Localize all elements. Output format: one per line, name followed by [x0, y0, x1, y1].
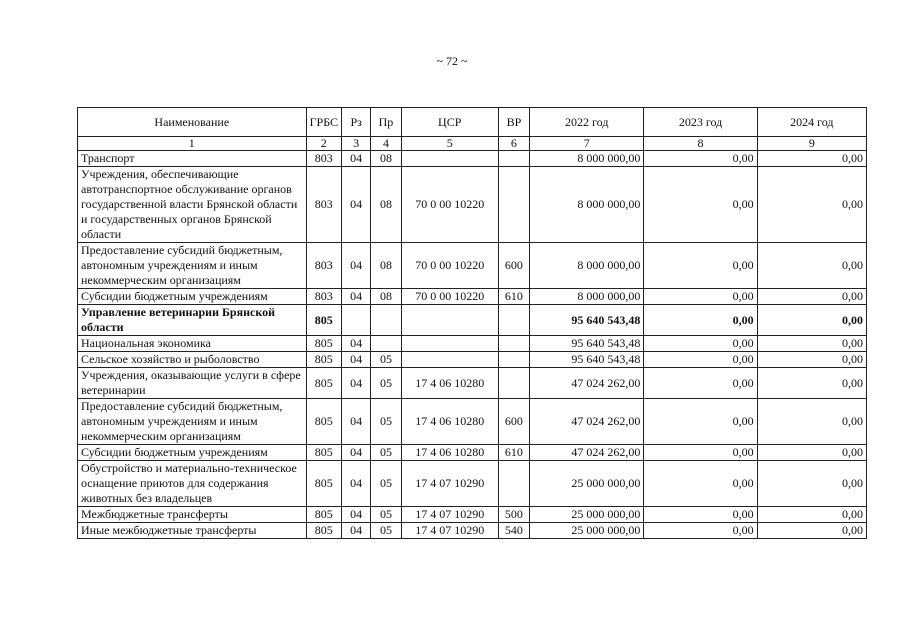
- row-name: Иные межбюджетные трансферты: [78, 523, 307, 539]
- row-amount-2023: 0,00: [644, 151, 757, 167]
- row-rz: 04: [341, 167, 370, 243]
- row-amount-2022: 95 640 543,48: [530, 336, 644, 352]
- row-pr: 05: [371, 461, 401, 507]
- row-csr: [401, 352, 498, 368]
- row-amount-2024: 0,00: [757, 368, 866, 399]
- row-pr: 05: [371, 399, 401, 445]
- header-vr: ВР: [498, 108, 529, 137]
- row-grbs: 805: [306, 523, 341, 539]
- row-amount-2022: 95 640 543,48: [530, 352, 644, 368]
- row-grbs: 805: [306, 399, 341, 445]
- row-pr: 08: [371, 151, 401, 167]
- row-pr: 05: [371, 507, 401, 523]
- row-csr: 17 4 06 10280: [401, 445, 498, 461]
- row-grbs: 803: [306, 289, 341, 305]
- row-pr: 05: [371, 368, 401, 399]
- row-amount-2023: 0,00: [644, 336, 757, 352]
- header-2022: 2022 год: [530, 108, 644, 137]
- row-rz: 04: [341, 445, 370, 461]
- table-row: [78, 368, 867, 399]
- row-csr: 17 4 06 10280: [401, 399, 498, 445]
- column-number: 2: [306, 137, 341, 151]
- row-name: Обустройство и материально-техническое оснащение приютов для содержания животных без владельцев: [78, 461, 307, 507]
- row-name: Национальная экономика: [78, 336, 307, 352]
- row-amount-2022: 95 640 543,48: [530, 305, 644, 336]
- table-row: [78, 336, 867, 352]
- header-2024: 2024 год: [757, 108, 866, 137]
- row-pr: 08: [371, 167, 401, 243]
- row-amount-2022: 25 000 000,00: [530, 523, 644, 539]
- page-number: ~ 72 ~: [436, 54, 468, 68]
- row-pr: 05: [371, 445, 401, 461]
- row-amount-2024: 0,00: [757, 507, 866, 523]
- row-rz: 04: [341, 368, 370, 399]
- header-name: Наименование: [78, 108, 307, 137]
- row-csr: 17 4 06 10280: [401, 368, 498, 399]
- row-rz: 04: [341, 399, 370, 445]
- row-amount-2023: 0,00: [644, 461, 757, 507]
- row-grbs: 803: [306, 167, 341, 243]
- row-rz: 04: [341, 352, 370, 368]
- row-grbs: 803: [306, 151, 341, 167]
- row-amount-2024: 0,00: [757, 352, 866, 368]
- row-rz: 04: [341, 243, 370, 289]
- row-vr: [498, 368, 529, 399]
- row-amount-2023: 0,00: [644, 399, 757, 445]
- row-csr: 17 4 07 10290: [401, 461, 498, 507]
- row-vr: [498, 151, 529, 167]
- row-amount-2023: 0,00: [644, 523, 757, 539]
- row-csr: 70 0 00 10220: [401, 167, 498, 243]
- table-row: [78, 151, 867, 167]
- row-csr: [401, 336, 498, 352]
- row-rz: 04: [341, 289, 370, 305]
- row-amount-2022: 8 000 000,00: [530, 289, 644, 305]
- row-pr: [371, 305, 401, 336]
- row-rz: 04: [341, 461, 370, 507]
- column-number: 5: [401, 137, 498, 151]
- row-amount-2023: 0,00: [644, 507, 757, 523]
- row-amount-2023: 0,00: [644, 305, 757, 336]
- table-row: [78, 445, 867, 461]
- row-rz: [341, 305, 370, 336]
- budget-table: [77, 107, 867, 539]
- row-amount-2023: 0,00: [644, 445, 757, 461]
- header-grbs: ГРБС: [306, 108, 341, 137]
- row-pr: 08: [371, 289, 401, 305]
- row-vr: [498, 167, 529, 243]
- row-name: Управление ветеринарии Брянской области: [78, 305, 307, 336]
- table-row: [78, 352, 867, 368]
- row-amount-2022: 25 000 000,00: [530, 507, 644, 523]
- row-vr: [498, 305, 529, 336]
- table-row: [78, 461, 867, 507]
- table-body: [78, 151, 867, 539]
- row-amount-2024: 0,00: [757, 461, 866, 507]
- row-csr: 70 0 00 10220: [401, 289, 498, 305]
- row-amount-2024: 0,00: [757, 305, 866, 336]
- row-grbs: 803: [306, 243, 341, 289]
- row-amount-2024: 0,00: [757, 399, 866, 445]
- row-rz: 04: [341, 523, 370, 539]
- row-name: Предоставление субсидий бюджетным, автономным учреждениям и иным некоммерческим организациям: [78, 243, 307, 289]
- table-row: [78, 523, 867, 539]
- row-vr: 610: [498, 289, 529, 305]
- row-vr: [498, 336, 529, 352]
- row-grbs: 805: [306, 305, 341, 336]
- row-amount-2023: 0,00: [644, 289, 757, 305]
- row-pr: 05: [371, 523, 401, 539]
- row-rz: 04: [341, 336, 370, 352]
- row-pr: 08: [371, 243, 401, 289]
- table-row: [78, 305, 867, 336]
- row-grbs: 805: [306, 336, 341, 352]
- row-csr: 70 0 00 10220: [401, 243, 498, 289]
- row-name: Транспорт: [78, 151, 307, 167]
- column-number: 3: [341, 137, 370, 151]
- row-vr: [498, 352, 529, 368]
- header-pr: Пр: [371, 108, 401, 137]
- row-vr: [498, 461, 529, 507]
- row-amount-2022: 8 000 000,00: [530, 243, 644, 289]
- row-rz: 04: [341, 151, 370, 167]
- row-amount-2024: 0,00: [757, 289, 866, 305]
- row-name: Сельское хозяйство и рыболовство: [78, 352, 307, 368]
- table-row: [78, 243, 867, 289]
- row-amount-2022: 25 000 000,00: [530, 461, 644, 507]
- header-row: [78, 108, 867, 137]
- row-csr: 17 4 07 10290: [401, 507, 498, 523]
- table-row: [78, 167, 867, 243]
- row-csr: [401, 151, 498, 167]
- table-row: [78, 399, 867, 445]
- row-amount-2023: 0,00: [644, 368, 757, 399]
- row-name: Субсидии бюджетным учреждениям: [78, 445, 307, 461]
- row-grbs: 805: [306, 445, 341, 461]
- column-number: 8: [644, 137, 757, 151]
- row-grbs: 805: [306, 352, 341, 368]
- row-amount-2022: 47 024 262,00: [530, 399, 644, 445]
- row-name: Учреждения, обеспечивающие автотранспортное обслуживание органов государственной власти Брянской области и государственных органов Брянской области: [78, 167, 307, 243]
- row-amount-2022: 8 000 000,00: [530, 167, 644, 243]
- header-csr: ЦСР: [401, 108, 498, 137]
- column-number: 4: [371, 137, 401, 151]
- row-amount-2024: 0,00: [757, 243, 866, 289]
- row-amount-2024: 0,00: [757, 523, 866, 539]
- header-rz: Рз: [341, 108, 370, 137]
- row-amount-2024: 0,00: [757, 445, 866, 461]
- column-number: 7: [530, 137, 644, 151]
- row-name: Учреждения, оказывающие услуги в сфере ветеринарии: [78, 368, 307, 399]
- row-pr: 05: [371, 352, 401, 368]
- header-2023: 2023 год: [644, 108, 757, 137]
- row-amount-2023: 0,00: [644, 243, 757, 289]
- row-grbs: 805: [306, 461, 341, 507]
- row-vr: 540: [498, 523, 529, 539]
- table-row: [78, 289, 867, 305]
- row-amount-2022: 47 024 262,00: [530, 368, 644, 399]
- row-vr: 610: [498, 445, 529, 461]
- row-amount-2023: 0,00: [644, 352, 757, 368]
- row-name: Субсидии бюджетным учреждениям: [78, 289, 307, 305]
- table-row: [78, 507, 867, 523]
- row-amount-2023: 0,00: [644, 167, 757, 243]
- row-amount-2024: 0,00: [757, 151, 866, 167]
- row-amount-2024: 0,00: [757, 336, 866, 352]
- row-amount-2022: 47 024 262,00: [530, 445, 644, 461]
- column-number: 6: [498, 137, 529, 151]
- row-vr: 600: [498, 243, 529, 289]
- column-number-row: [78, 137, 867, 151]
- column-number: 9: [757, 137, 866, 151]
- row-vr: 500: [498, 507, 529, 523]
- row-csr: [401, 305, 498, 336]
- row-amount-2022: 8 000 000,00: [530, 151, 644, 167]
- row-name: Межбюджетные трансферты: [78, 507, 307, 523]
- row-grbs: 805: [306, 368, 341, 399]
- row-pr: [371, 336, 401, 352]
- table-header: [78, 108, 867, 151]
- column-number: 1: [78, 137, 307, 151]
- row-name: Предоставление субсидий бюджетным, автономным учреждениям и иным некоммерческим организациям: [78, 399, 307, 445]
- row-vr: 600: [498, 399, 529, 445]
- row-csr: 17 4 07 10290: [401, 523, 498, 539]
- row-rz: 04: [341, 507, 370, 523]
- row-grbs: 805: [306, 507, 341, 523]
- row-amount-2024: 0,00: [757, 167, 866, 243]
